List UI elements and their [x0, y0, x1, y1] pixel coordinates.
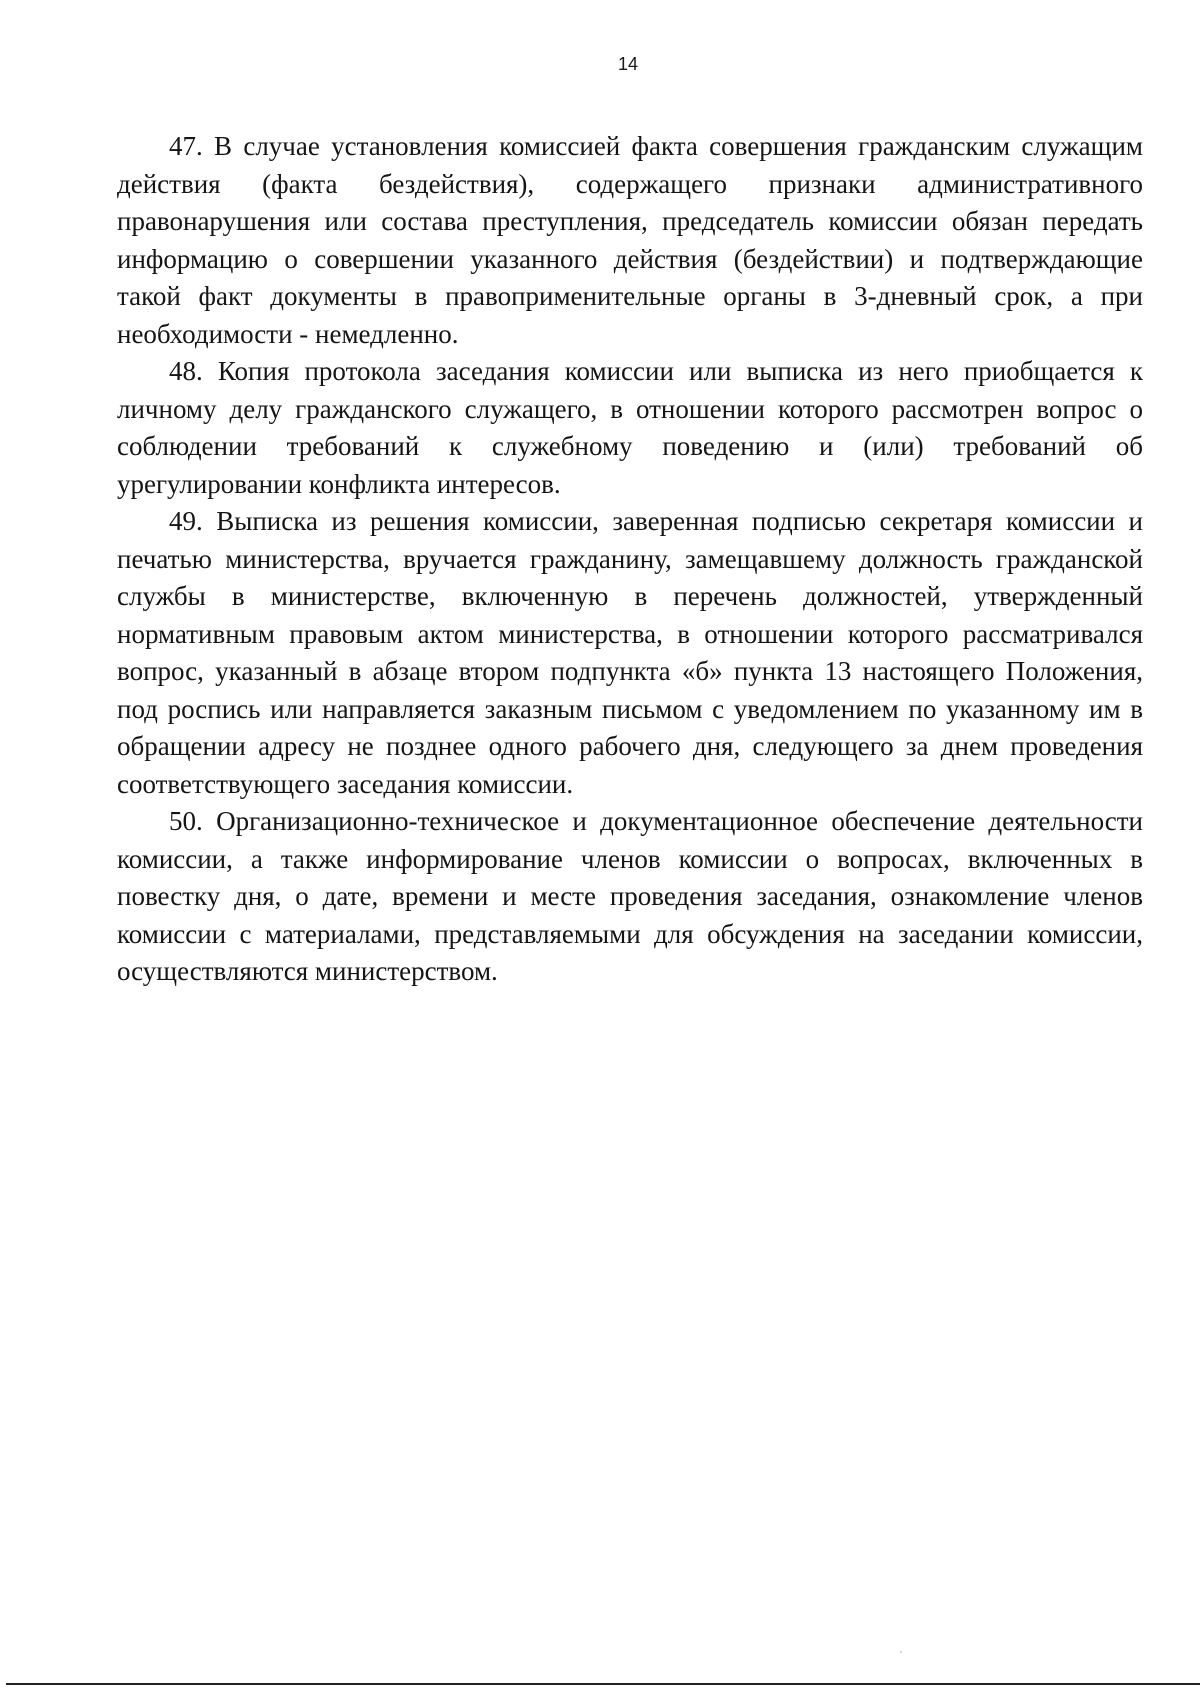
- paragraph-49: 49. Выписка из решения комиссии, заверенная подписью секретаря комиссии и печатью министерства, вручается гражданину, замещавшему должность гражданской службы в министерстве, включенную в перечень должностей, утвержденный нормативным правовым актом министерства, в отношении которого рассматривался вопрос, указанный в абзаце втором подпункта «б» пункта 13 настоящего Положения, под роспись или направляется заказным письмом с уведомлением по указанному им в обращении адресу не позднее одного рабочего дня, следующего за днем проведения соответствующего заседания комиссии.: [117, 506, 1143, 799]
- scan-bottom-edge-line: [6, 1683, 1200, 1685]
- paragraph-48: 48. Копия протокола заседания комиссии или выписка из него приобщается к личному делу гражданского служащего, в отношении которого рассмотрен вопрос о соблюдении требований к служебному поведению и (или) требований об урегулировании конфликта интересов.: [117, 356, 1143, 499]
- paragraph-50: 50. Организационно-техническое и документационное обеспечение деятельности комиссии, а также информирование членов комиссии о вопросах, включенных в повестку дня, о дате, времени и месте проведения заседания, ознакомление членов комиссии с материалами, представляемыми для обсуждения на заседании комиссии, осуществляются министерством.: [117, 806, 1143, 986]
- page-number: 14: [617, 54, 639, 74]
- document-body: [117, 128, 1143, 991]
- scan-speck: [900, 1651, 902, 1653]
- paragraph-47: 47. В случае установления комиссией факта совершения гражданским служащим действия (факта бездействия), содержащего признаки административного правонарушения или состава преступления, председатель комиссии обязан передать информацию о совершении указанного действия (бездействии) и подтверждающие такой факт документы в правоприменительные органы в 3-дневный срок, а при необходимости - немедленно.: [117, 131, 1143, 349]
